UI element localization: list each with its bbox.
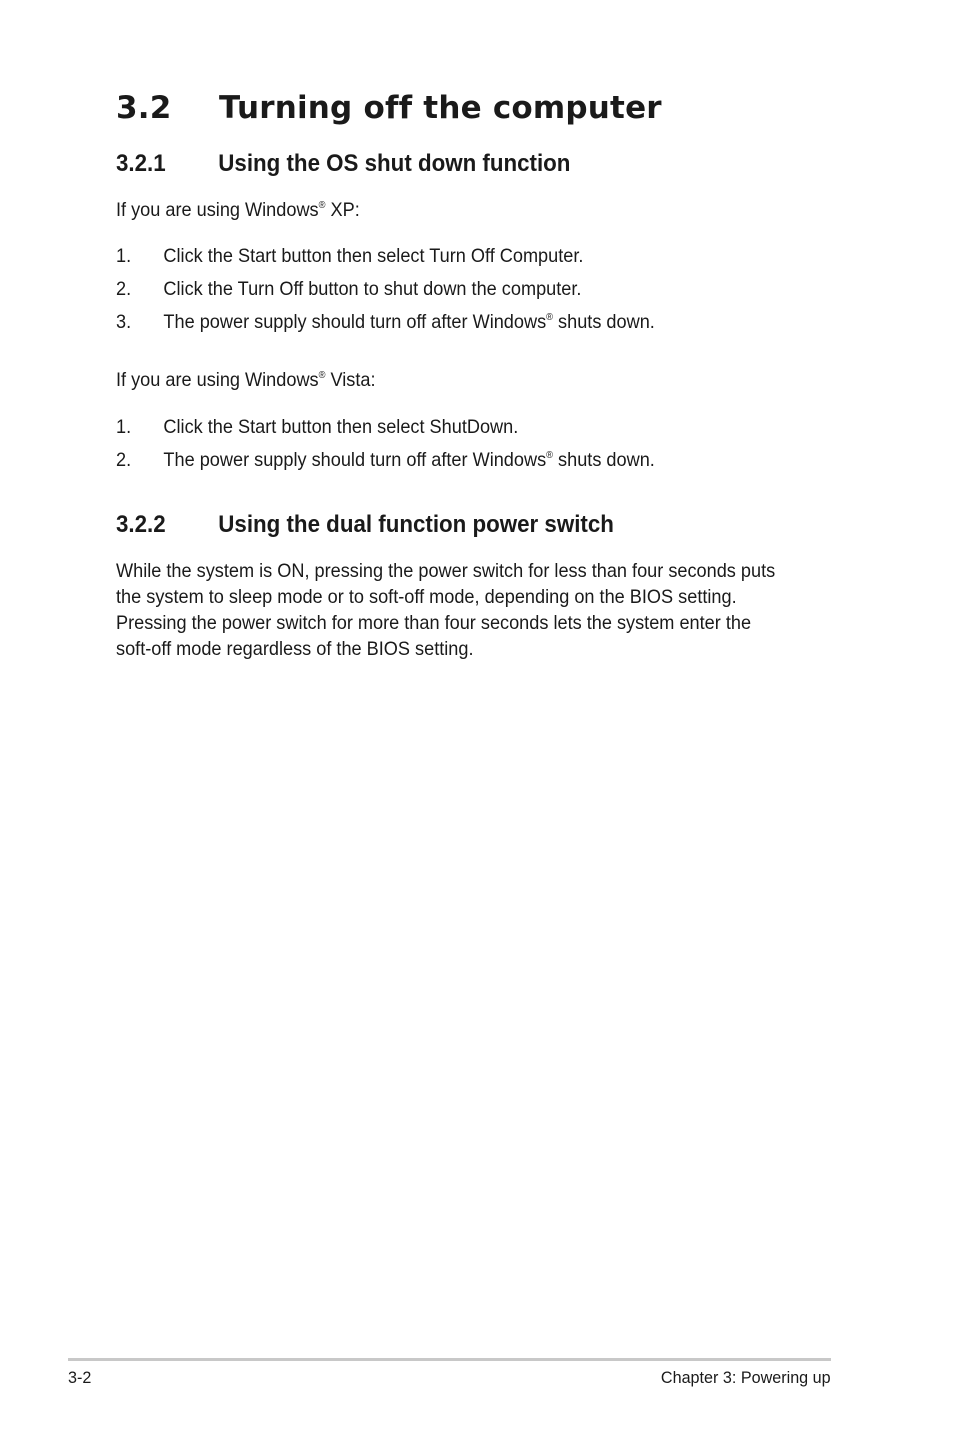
step-text: Click the Start button then select ShutDown. bbox=[163, 416, 519, 438]
vista-intro-text: If you are using Windows bbox=[116, 369, 319, 391]
registered-mark: ® bbox=[546, 450, 554, 461]
paragraph-line: Pressing the power switch for more than four seconds lets the system enter the bbox=[116, 612, 752, 634]
step-number: 1. bbox=[116, 416, 132, 438]
subsection-title-text: Using the dual function power switch bbox=[218, 511, 614, 538]
xp-step-2 bbox=[116, 278, 581, 301]
step-text: The power supply should turn off after Windows bbox=[163, 449, 547, 471]
step-text-suffix: shuts down. bbox=[553, 311, 655, 333]
power-switch-paragraph bbox=[116, 558, 832, 662]
vista-intro bbox=[116, 369, 376, 392]
registered-mark: ® bbox=[318, 200, 326, 211]
step-text: Click the Start button then select Turn Off Computer. bbox=[163, 245, 584, 267]
footer-divider bbox=[68, 1358, 831, 1361]
xp-step-3 bbox=[116, 311, 655, 334]
xp-intro-suffix: XP: bbox=[325, 199, 360, 221]
step-number: 2. bbox=[116, 449, 132, 471]
step-text: The power supply should turn off after Windows bbox=[163, 311, 547, 333]
section-number: 3.2 bbox=[116, 90, 172, 126]
xp-intro bbox=[116, 199, 360, 222]
section-title bbox=[116, 90, 662, 126]
xp-intro-text: If you are using Windows bbox=[116, 199, 319, 221]
subsection-title-os-shutdown bbox=[116, 150, 570, 178]
paragraph-line: soft-off mode regardless of the BIOS setting. bbox=[116, 638, 474, 660]
chapter-label: Chapter 3: Powering up bbox=[661, 1368, 831, 1387]
vista-step-1 bbox=[116, 416, 518, 439]
step-number: 1. bbox=[116, 245, 132, 267]
vista-step-2 bbox=[116, 449, 655, 472]
page-number: 3-2 bbox=[68, 1368, 92, 1387]
step-text: Click the Turn Off button to shut down the computer. bbox=[163, 278, 582, 300]
step-number: 3. bbox=[116, 311, 132, 333]
vista-intro-suffix: Vista: bbox=[325, 369, 376, 391]
section-title-text: Turning off the computer bbox=[219, 90, 662, 126]
subsection-number: 3.2.2 bbox=[116, 511, 166, 538]
registered-mark: ® bbox=[546, 312, 554, 323]
paragraph-line: the system to sleep mode or to soft-off mode, depending on the BIOS setting. bbox=[116, 586, 737, 608]
step-text-suffix: shuts down. bbox=[553, 449, 655, 471]
xp-step-1 bbox=[116, 245, 583, 268]
registered-mark: ® bbox=[318, 370, 326, 381]
subsection-number: 3.2.1 bbox=[116, 150, 166, 177]
step-number: 2. bbox=[116, 278, 132, 300]
subsection-title-text: Using the OS shut down function bbox=[218, 150, 571, 177]
subsection-title-power-switch bbox=[116, 511, 614, 539]
paragraph-line: While the system is ON, pressing the power switch for less than four seconds puts bbox=[116, 560, 776, 582]
